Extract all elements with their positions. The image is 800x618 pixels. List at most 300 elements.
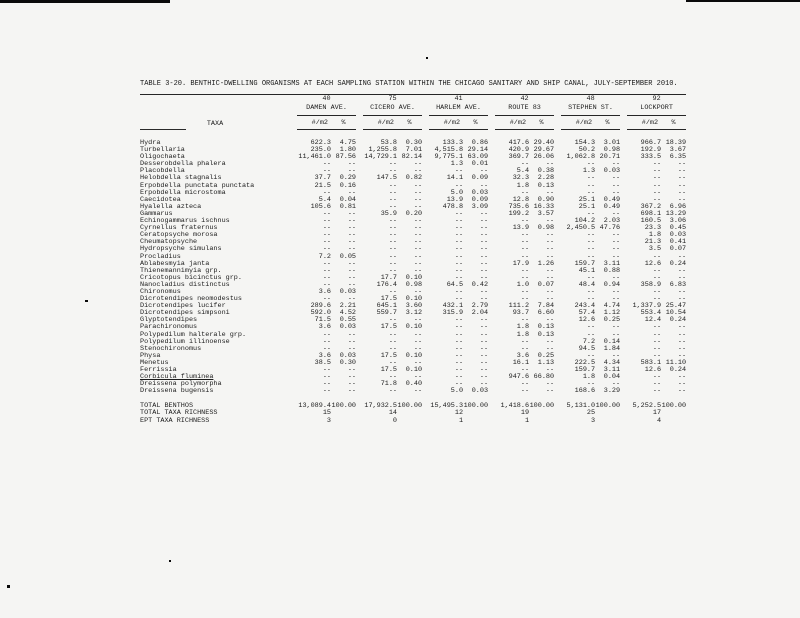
- density-value: 3.6: [516, 351, 530, 360]
- percent-value: 0.04: [339, 195, 357, 204]
- density-value: 17.5: [380, 323, 398, 332]
- cell-spacer: [356, 275, 363, 282]
- summary-density-value: 17: [652, 409, 662, 418]
- percent-value: --: [545, 387, 555, 396]
- density-value: 1.8: [648, 231, 662, 240]
- cell-spacer: [620, 147, 627, 154]
- cell-spacer: [554, 261, 561, 268]
- density-value: --: [652, 287, 662, 296]
- cell-spacer: [554, 175, 561, 182]
- density-value: --: [520, 287, 530, 296]
- cell-spacer: [290, 317, 297, 324]
- cell-spacer: [422, 211, 429, 218]
- percent-value: 0.03: [339, 323, 357, 332]
- percent-value: --: [479, 351, 489, 360]
- cell-spacer: [620, 367, 627, 374]
- density-value: 315.9: [442, 309, 464, 318]
- cell-spacer: [356, 183, 363, 190]
- density-value: --: [520, 245, 530, 254]
- density-value: 13.9: [512, 224, 530, 233]
- cell-spacer: [488, 388, 495, 395]
- density-value: --: [454, 295, 464, 304]
- density-value: --: [586, 287, 596, 296]
- cell-spacer: [554, 310, 561, 317]
- percent-value: --: [479, 273, 489, 282]
- summary-percent-value: [463, 410, 488, 417]
- density-value: --: [520, 160, 530, 169]
- header-spacer: [554, 95, 561, 104]
- percent-value: --: [479, 366, 489, 374]
- percent-value: --: [479, 181, 489, 190]
- cell-spacer: [554, 332, 561, 339]
- cell-spacer: [620, 339, 627, 346]
- percent-value: 2.28: [537, 174, 555, 183]
- percent-label: %: [463, 116, 488, 130]
- density-value: --: [322, 337, 331, 346]
- cell-spacer: [554, 211, 561, 218]
- percent-value: 29.40: [533, 139, 555, 147]
- cell-spacer: [422, 381, 429, 388]
- percent-value: --: [413, 245, 423, 254]
- density-value: --: [454, 231, 464, 240]
- percent-value: 20.71: [599, 153, 621, 162]
- density-value: --: [388, 266, 398, 275]
- density-value: --: [322, 266, 331, 275]
- percent-value: 0.03: [669, 231, 687, 240]
- percent-value: 0.49: [603, 195, 621, 204]
- cell-spacer: [290, 225, 297, 232]
- cell-spacer: [488, 346, 495, 353]
- density-value: --: [520, 337, 530, 346]
- cell-spacer: [422, 175, 429, 182]
- density-value: 13.9: [446, 195, 464, 204]
- cell-spacer: [620, 418, 627, 425]
- density-value: --: [454, 238, 464, 247]
- taxon-name: Menetus: [140, 358, 169, 367]
- density-value: --: [586, 231, 596, 240]
- density-value: 48.4: [578, 280, 596, 289]
- percent-value: --: [677, 373, 687, 382]
- cell-spacer: [620, 261, 627, 268]
- percent-value: --: [611, 273, 621, 282]
- cell-spacer: [290, 410, 297, 417]
- percent-value: --: [413, 337, 423, 346]
- cell-spacer: [356, 218, 363, 225]
- percent-value: --: [347, 238, 357, 247]
- cell-spacer: [290, 289, 297, 296]
- summary-percent-value: [595, 410, 620, 417]
- density-value: --: [520, 273, 530, 282]
- cell-spacer: [422, 161, 429, 168]
- percent-value: 0.03: [339, 351, 357, 360]
- density-value: 420.9: [508, 146, 530, 155]
- cell-spacer: [620, 254, 627, 261]
- percent-value: --: [479, 259, 489, 268]
- cell-spacer: [290, 360, 297, 367]
- cell-spacer: [620, 374, 627, 381]
- cell-spacer: [290, 239, 297, 246]
- percent-value: --: [677, 387, 687, 396]
- cell-spacer: [620, 296, 627, 303]
- percent-value: 3.67: [669, 146, 687, 155]
- cell-spacer: [554, 246, 561, 253]
- cell-spacer: [356, 374, 363, 381]
- cell-spacer: [422, 254, 429, 261]
- taxon-name: Corbicula fluminea: [140, 373, 214, 382]
- percent-value: --: [611, 287, 621, 296]
- summary-density-value: 15,495.3: [430, 402, 464, 411]
- percent-value: 16.33: [533, 202, 555, 211]
- cell-spacer: [356, 418, 363, 425]
- density-value: --: [652, 252, 662, 261]
- cell-spacer: [356, 154, 363, 161]
- cell-spacer: [290, 147, 297, 154]
- cell-spacer: [422, 303, 429, 310]
- density-value: 698.1: [640, 209, 662, 218]
- percent-value: --: [611, 252, 621, 261]
- density-value: 11,461.0: [298, 153, 331, 162]
- density-value: --: [652, 181, 662, 190]
- density-value: 147.5: [376, 174, 398, 183]
- taxa-label: TAXA: [206, 119, 224, 128]
- percent-value: 0.98: [603, 146, 621, 155]
- taxon-name: Turbellaria: [140, 146, 185, 155]
- cell-spacer: [356, 168, 363, 175]
- percent-value: --: [677, 252, 687, 261]
- percent-value: --: [479, 217, 489, 226]
- density-value: --: [388, 330, 398, 339]
- density-value: 432.1: [442, 302, 464, 311]
- percent-value: 0.10: [405, 273, 423, 282]
- density-value: --: [520, 387, 530, 396]
- cell-spacer: [422, 183, 429, 190]
- cell-spacer: [620, 303, 627, 310]
- density-value: --: [388, 202, 398, 211]
- cell-spacer: [620, 225, 627, 232]
- percent-value: --: [347, 259, 357, 268]
- cell-spacer: [620, 246, 627, 253]
- percent-value: --: [347, 380, 357, 389]
- cell-spacer: [488, 339, 495, 346]
- cell-spacer: [356, 190, 363, 197]
- taxon-name: Cricotopus bicinctus grp.: [140, 273, 242, 282]
- cell-spacer: [554, 324, 561, 331]
- cell-spacer: [488, 140, 495, 147]
- percent-value: 2.04: [471, 309, 489, 318]
- summary-percent-value: 100.00: [595, 402, 621, 411]
- percent-value: --: [611, 174, 621, 183]
- density-value: 3.6: [318, 287, 331, 296]
- cell-spacer: [620, 232, 627, 239]
- unit-label: #/m2: [495, 116, 529, 130]
- summary-percent-value: 100.00: [331, 402, 357, 411]
- taxon-name: Dreissena polymorpha: [140, 380, 222, 389]
- cell-spacer: [290, 211, 297, 218]
- density-value: --: [586, 380, 596, 389]
- station-name: HARLEM AVE.: [436, 104, 481, 112]
- cell-spacer: [290, 388, 297, 395]
- density-value: 622.3: [310, 139, 331, 147]
- density-value: 12.4: [644, 316, 662, 325]
- percent-value: --: [347, 330, 357, 339]
- cell-spacer: [488, 161, 495, 168]
- summary-percent-value: [331, 418, 356, 425]
- cell-spacer: [422, 246, 429, 253]
- cell-spacer: [422, 268, 429, 275]
- density-value: --: [652, 387, 662, 396]
- density-value: --: [322, 280, 331, 289]
- cell-spacer: [290, 246, 297, 253]
- scan-artifact: [85, 300, 88, 302]
- percent-value: 0.10: [405, 366, 423, 374]
- density-value: 1.8: [516, 330, 530, 339]
- cell-spacer: [356, 403, 363, 410]
- percent-value: --: [413, 373, 423, 382]
- density-value: --: [388, 337, 398, 346]
- density-value: 71.5: [314, 316, 331, 325]
- cell-spacer: [554, 268, 561, 275]
- density-value: 17.5: [380, 366, 398, 374]
- taxon-name: Polypedilum halterale grp.: [140, 330, 247, 339]
- cell-spacer: [488, 403, 495, 410]
- cell-spacer: [554, 161, 561, 168]
- percent-value: --: [545, 380, 555, 389]
- cell-spacer: [488, 197, 495, 204]
- summary-density-value: 1: [458, 416, 464, 425]
- density-value: 192.9: [640, 146, 662, 155]
- percent-value: 10.54: [665, 309, 687, 318]
- density-value: 16.1: [512, 358, 530, 367]
- cell-spacer: [488, 360, 495, 367]
- table-row: [140, 388, 686, 395]
- percent-value: 7.01: [405, 146, 423, 155]
- percent-value: 0.24: [669, 259, 687, 268]
- density-value: --: [652, 351, 662, 360]
- percent-value: --: [677, 160, 687, 169]
- taxon-name: Erpobdella punctata punctata: [140, 181, 255, 190]
- percent-value: --: [413, 358, 423, 367]
- density-value: --: [388, 224, 398, 233]
- cell-spacer: [356, 232, 363, 239]
- taxon-name: Desserobdella phalera: [140, 160, 226, 169]
- percent-value: 1.26: [537, 259, 555, 268]
- density-value: 222.5: [574, 358, 596, 367]
- percent-value: --: [545, 344, 555, 353]
- summary-density-value: 1: [524, 416, 530, 425]
- percent-value: 0.05: [339, 252, 357, 261]
- density-value: 154.3: [574, 139, 596, 147]
- percent-value: --: [677, 330, 687, 339]
- density-value: --: [454, 323, 464, 332]
- density-value: 3.6: [318, 351, 331, 360]
- density-value: --: [454, 316, 464, 325]
- percent-value: 0.20: [405, 209, 423, 218]
- density-value: --: [322, 245, 331, 254]
- percent-label: %: [661, 116, 686, 130]
- taxon-name: Parachironomus: [140, 323, 198, 332]
- cell-spacer: [620, 381, 627, 388]
- percent-value: 2.79: [471, 302, 489, 311]
- density-value: --: [652, 266, 662, 275]
- cell-spacer: [422, 346, 429, 353]
- cell-spacer: [356, 261, 363, 268]
- cell-spacer: [620, 403, 627, 410]
- cell-spacer: [422, 339, 429, 346]
- percent-value: --: [611, 231, 621, 240]
- cell-spacer: [488, 289, 495, 296]
- percent-value: --: [545, 295, 555, 304]
- percent-value: --: [347, 209, 357, 218]
- cell-spacer: [488, 261, 495, 268]
- cell-spacer: [620, 317, 627, 324]
- density-value: --: [454, 209, 464, 218]
- cell-spacer: [554, 360, 561, 367]
- density-value: 4,515.8: [434, 146, 464, 155]
- cell-spacer: [620, 282, 627, 289]
- percent-value: --: [479, 266, 489, 275]
- percent-value: --: [479, 330, 489, 339]
- percent-value: --: [479, 373, 489, 382]
- percent-value: --: [479, 358, 489, 367]
- percent-value: --: [413, 287, 423, 296]
- percent-value: 4.74: [603, 302, 621, 311]
- cell-spacer: [290, 324, 297, 331]
- percent-label: %: [397, 116, 422, 130]
- cell-spacer: [620, 218, 627, 225]
- density-value: 17.5: [380, 351, 398, 360]
- density-value: --: [586, 245, 596, 254]
- density-value: 9,775.1: [434, 153, 464, 162]
- taxon-name: Dreissena bugensis: [140, 387, 214, 396]
- cell-spacer: [422, 367, 429, 374]
- percent-value: --: [677, 295, 687, 304]
- cell-spacer: [422, 388, 429, 395]
- percent-value: --: [611, 330, 621, 339]
- header-spacer: [620, 103, 627, 116]
- cell-spacer: [290, 367, 297, 374]
- density-value: 1.3: [582, 167, 596, 176]
- percent-value: --: [545, 316, 555, 325]
- cell-spacer: [620, 353, 627, 360]
- percent-value: 82.14: [401, 153, 423, 162]
- percent-value: --: [677, 287, 687, 296]
- station-name: DAMEN AVE.: [306, 104, 347, 112]
- percent-value: 0.13: [537, 181, 555, 190]
- header-spacer: [356, 95, 363, 104]
- percent-value: 3.11: [603, 259, 621, 268]
- cell-spacer: [554, 147, 561, 154]
- percent-value: 6.60: [537, 309, 555, 318]
- summary-density-value: 0: [392, 416, 398, 425]
- density-value: --: [388, 316, 398, 325]
- density-value: 38.5: [314, 358, 331, 367]
- station-id: 41: [429, 95, 488, 104]
- cell-spacer: [356, 225, 363, 232]
- percent-value: 11.10: [665, 358, 687, 367]
- cell-spacer: [488, 183, 495, 190]
- density-value: --: [388, 167, 398, 176]
- cell-spacer: [422, 353, 429, 360]
- percent-value: 0.03: [471, 188, 489, 197]
- density-value: --: [322, 167, 331, 176]
- cell-spacer: [290, 218, 297, 225]
- percent-value: --: [347, 337, 357, 346]
- station-id: 48: [561, 95, 620, 104]
- percent-value: 0.10: [405, 295, 423, 304]
- summary-percent-value: [529, 410, 554, 417]
- density-value: --: [454, 266, 464, 275]
- taxon-name: Procladius: [140, 252, 181, 261]
- cell-spacer: [290, 140, 297, 147]
- percent-value: 0.45: [669, 224, 687, 233]
- cell-spacer: [554, 317, 561, 324]
- density-value: --: [388, 358, 398, 367]
- table-header: [140, 95, 686, 130]
- density-value: 176.4: [376, 280, 398, 289]
- percent-value: --: [413, 266, 423, 275]
- percent-value: 0.10: [405, 323, 423, 332]
- summary-percent-value: [661, 418, 686, 425]
- density-value: --: [388, 245, 398, 254]
- density-value: --: [586, 174, 596, 183]
- summary-percent-value: 100.00: [661, 402, 687, 411]
- percent-value: --: [677, 351, 687, 360]
- taxon-name: Ferrissia: [140, 366, 177, 374]
- cell-spacer: [554, 275, 561, 282]
- cell-spacer: [290, 418, 297, 425]
- percent-value: --: [677, 337, 687, 346]
- summary-label: EPT TAXA RICHNESS: [140, 416, 210, 425]
- taxon-name: Physa: [140, 351, 161, 360]
- percent-value: --: [347, 167, 357, 176]
- density-value: --: [586, 209, 596, 218]
- unit-label: #/m2: [363, 116, 397, 130]
- percent-value: --: [479, 295, 489, 304]
- cell-spacer: [356, 381, 363, 388]
- summary-label: TOTAL BENTHOS: [140, 402, 194, 411]
- percent-value: 0.88: [603, 266, 621, 275]
- cell-spacer: [290, 175, 297, 182]
- summary-label: TOTAL TAXA RICHNESS: [140, 409, 218, 418]
- density-value: 243.4: [574, 302, 596, 311]
- cell-spacer: [488, 154, 495, 161]
- cell-spacer: [422, 232, 429, 239]
- density-value: --: [322, 231, 331, 240]
- density-value: --: [322, 209, 331, 218]
- cell-spacer: [488, 418, 495, 425]
- summary-percent-value: 100.00: [529, 402, 555, 411]
- percent-value: 0.86: [471, 139, 489, 147]
- scan-artifact: [686, 0, 800, 2]
- percent-value: 63.09: [467, 153, 489, 162]
- cell-spacer: [554, 374, 561, 381]
- density-value: --: [322, 188, 331, 197]
- taxon-name: Polypedilum illinoense: [140, 337, 230, 346]
- percent-value: --: [413, 231, 423, 240]
- percent-value: --: [479, 337, 489, 346]
- header-spacer: [488, 95, 495, 104]
- cell-spacer: [620, 175, 627, 182]
- cell-spacer: [290, 374, 297, 381]
- percent-label: %: [529, 116, 554, 130]
- density-value: --: [652, 380, 662, 389]
- cell-spacer: [422, 289, 429, 296]
- cell-spacer: [554, 190, 561, 197]
- percent-value: 0.90: [537, 195, 555, 204]
- percent-value: --: [545, 337, 555, 346]
- summary-percent-value: [397, 418, 422, 425]
- percent-value: 0.41: [669, 238, 687, 247]
